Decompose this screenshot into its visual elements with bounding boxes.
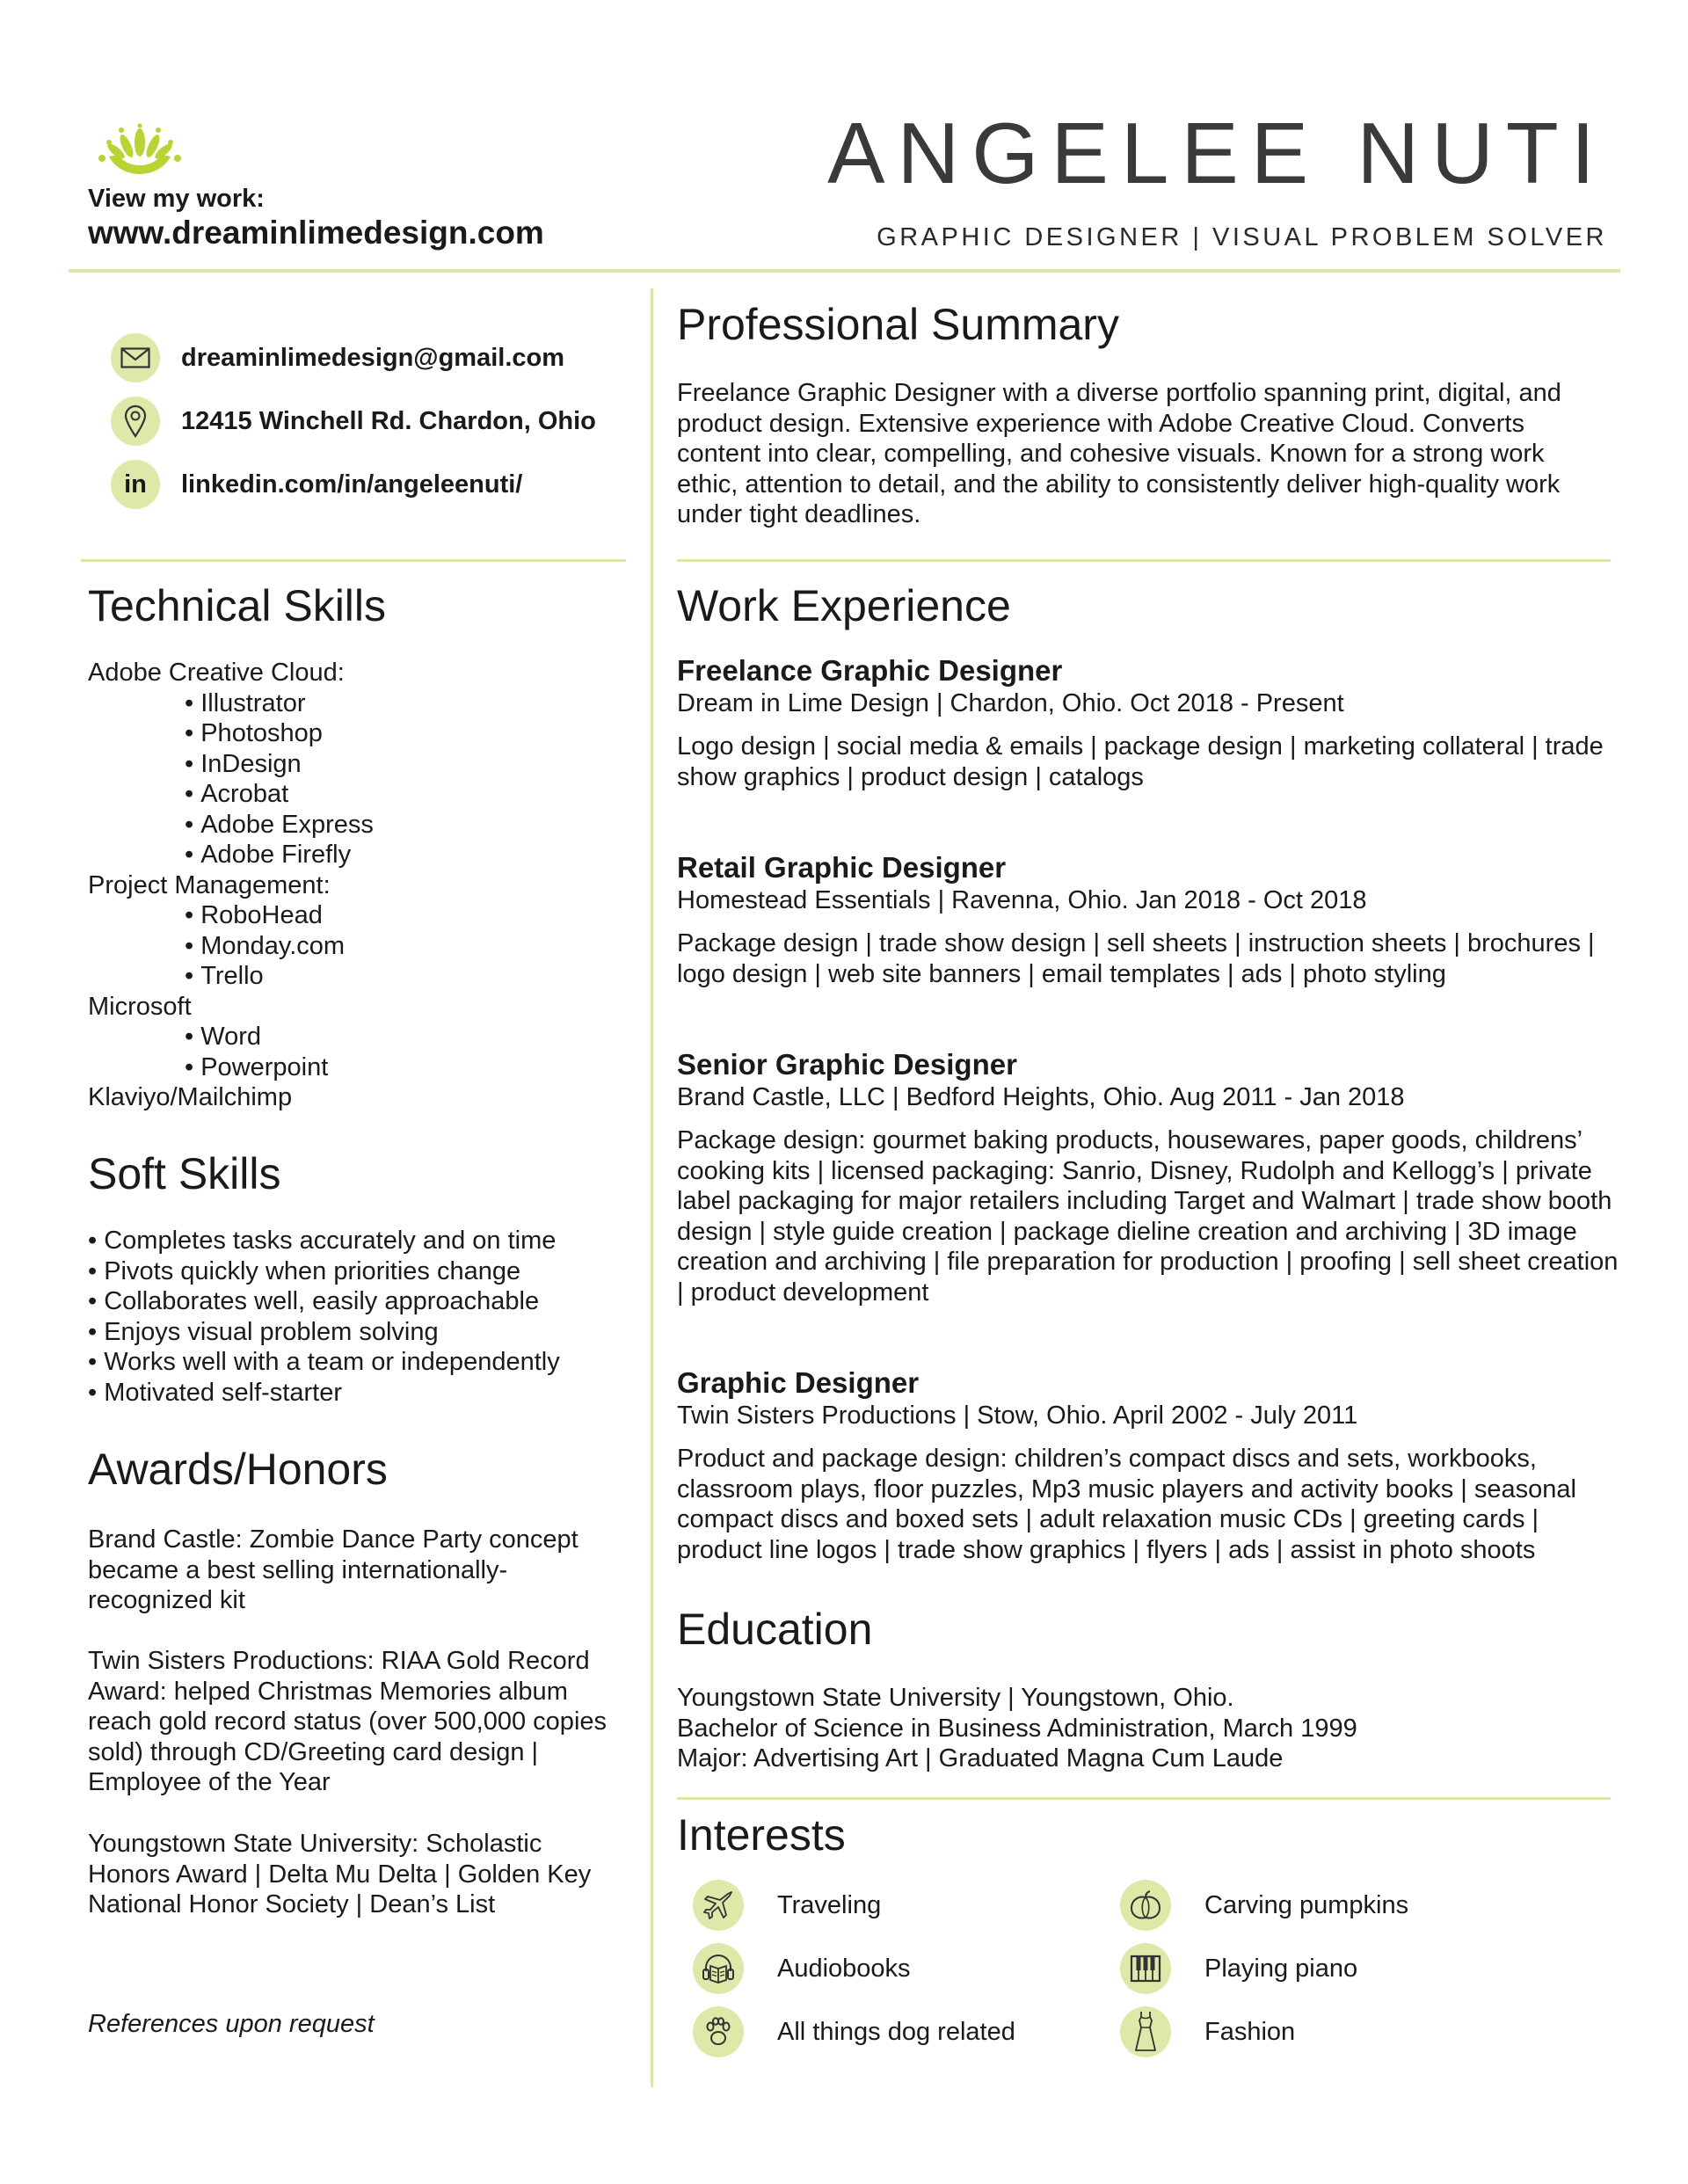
list-item: • Collaborates well, easily approachable — [88, 1286, 633, 1317]
job-meta: Brand Castle, LLC | Bedford Heights, Ohio. Aug 2011 - Jan 2018 — [677, 1083, 1405, 1111]
skill-item: • RoboHead — [88, 900, 633, 931]
interest-item — [693, 1878, 881, 1933]
skill-item: • Trello — [88, 961, 633, 992]
skill-group-label: Klaviyo/Mailchimp — [88, 1083, 293, 1111]
website-link[interactable]: www.dreaminlimedesign.com — [88, 215, 544, 251]
interest-item — [693, 1941, 911, 1996]
contact-linkedin[interactable] — [111, 459, 522, 510]
linkedin-icon-text: in — [124, 470, 147, 499]
skill-item: • InDesign — [88, 749, 633, 780]
skill-item: • Word — [88, 1022, 633, 1052]
technical-skills-heading: Technical Skills — [88, 581, 387, 630]
skill-group-label: Project Management: — [88, 870, 331, 899]
job-title: Graphic Designer — [677, 1366, 920, 1399]
pumpkin-icon — [1120, 1880, 1171, 1931]
email-text: dreaminlimedesign@gmail.com — [181, 343, 565, 372]
interest-item — [1120, 2005, 1295, 2059]
job-title: Retail Graphic Designer — [677, 851, 1007, 884]
list-item: • Works well with a team or independently — [88, 1347, 633, 1378]
envelope-icon — [111, 333, 160, 382]
summary-divider — [677, 559, 1611, 562]
interest-item — [693, 2005, 1015, 2059]
contact-address — [111, 396, 596, 447]
piano-icon — [1120, 1943, 1171, 1994]
award-item: Twin Sisters Productions: RIAA Gold Record Award: helped Christmas Memories album reach gold record status (over 500,000 copies sold) through CD/Greeting card design | Employee of the Year — [88, 1647, 608, 1796]
job-description: Product and package design: children’s compact discs and sets, workbooks, classroom plays, floor puzzles, Mp3 music players and activity books | seasonal compact discs and boxed sets | adult relaxation music CDs | greeting cards | product line logos | trade show graphics | flyers | ads | assist in photo shoots — [677, 1445, 1576, 1564]
experience-heading: Work Experience — [677, 581, 1011, 630]
interest-label: Playing piano — [1204, 1954, 1358, 1983]
column-divider — [651, 288, 653, 2087]
education-line: Major: Advertising Art | Graduated Magna Cum Laude — [677, 1744, 1284, 1773]
interest-label: Carving pumpkins — [1204, 1890, 1409, 1919]
education-line: Youngstown State University | Youngstown, Ohio. — [677, 1684, 1234, 1712]
interest-label: Traveling — [777, 1890, 882, 1919]
education-line: Bachelor of Science in Business Administration, March 1999 — [677, 1714, 1357, 1743]
contact-divider — [81, 559, 626, 562]
job-meta: Dream in Lime Design | Chardon, Ohio. Oct 2018 - Present — [677, 689, 1344, 717]
interest-item — [1120, 1941, 1357, 1996]
job-title: Senior Graphic Designer — [677, 1048, 1017, 1081]
job-meta: Homestead Essentials | Ravenna, Ohio. Jan 2018 - Oct 2018 — [677, 886, 1367, 914]
skill-group-label: Microsoft — [88, 992, 192, 1021]
tagline: GRAPHIC DESIGNER | VISUAL PROBLEM SOLVER — [877, 223, 1607, 251]
dress-icon — [1120, 2006, 1171, 2057]
skill-item: • Photoshop — [88, 718, 633, 749]
interest-item — [1120, 1878, 1408, 1933]
skill-item: • Adobe Firefly — [88, 840, 633, 870]
job-entry — [677, 654, 1626, 792]
location-pin-icon — [111, 397, 160, 446]
headphones-book-icon — [693, 1943, 744, 1994]
logo-icon — [91, 123, 188, 178]
linkedin-text: linkedin.com/in/angeleenuti/ — [181, 470, 523, 499]
job-description: Logo design | social media & emails | package design | marketing collateral | trade show graphics | product design | catalogs — [677, 732, 1604, 791]
summary-text: Freelance Graphic Designer with a diverse portfolio spanning print, digital, and product design. Extensive experience with Adobe Creative Cloud. Converts content into clear, compelling, and cohesive visuals. Known for a strong work ethic, attention to detail, and the ability to consistently deliver high-quality work under tight deadlines. — [677, 379, 1561, 528]
job-description: Package design | trade show design | sell sheets | instruction sheets | brochures | logo design | web site banners | email templates | ads | photo styling — [677, 929, 1595, 988]
header-divider — [69, 269, 1620, 273]
address-text: 12415 Winchell Rd. Chardon, Ohio — [181, 406, 596, 435]
view-work-label: View my work: — [88, 185, 265, 213]
interest-label: All things dog related — [777, 2017, 1015, 2046]
award-item: Youngstown State University: Scholastic Honors Award | Delta Mu Delta | Golden Key National Honor Society | Dean’s List — [88, 1830, 592, 1918]
job-entry — [677, 851, 1626, 989]
education-heading: Education — [677, 1605, 873, 1654]
airplane-icon — [693, 1880, 744, 1931]
list-item: • Enjoys visual problem solving — [88, 1317, 633, 1348]
job-meta: Twin Sisters Productions | Stow, Ohio. April 2002 - July 2011 — [677, 1401, 1358, 1430]
contact-email[interactable] — [111, 332, 564, 383]
soft-skills-heading: Soft Skills — [88, 1149, 281, 1198]
job-entry — [677, 1366, 1626, 1565]
job-description: Package design: gourmet baking products, housewares, paper goods, childrens’ cooking kits | licensed packaging: Sanrio, Disney, Rudolph and Kellogg’s | private label packaging for major retailers including Target and Walmart | trade show booth design | style guide creation | package dieline creation and archiving | 3D image creation and archiving | file preparation for production | proofing | sell sheet creation | product development — [677, 1126, 1619, 1307]
summary-heading: Professional Summary — [677, 300, 1119, 349]
education-details — [677, 1683, 1626, 1774]
award-item: Brand Castle: Zombie Dance Party concept became a best selling internationally-recognized kit — [88, 1525, 578, 1614]
interests-heading: Interests — [677, 1810, 846, 1860]
skill-group-label: Adobe Creative Cloud: — [88, 659, 345, 687]
job-title: Freelance Graphic Designer — [677, 654, 1063, 687]
list-item: • Pivots quickly when priorities change — [88, 1256, 633, 1287]
skill-item: • Powerpoint — [88, 1052, 633, 1083]
interest-label: Fashion — [1204, 2017, 1296, 2046]
job-entry — [677, 1048, 1626, 1307]
technical-skills-list — [88, 658, 633, 1113]
awards-heading: Awards/Honors — [88, 1445, 388, 1494]
page-title: ANGELEE NUTI — [827, 105, 1607, 201]
interest-label: Audiobooks — [777, 1954, 911, 1983]
education-divider — [677, 1797, 1611, 1800]
list-item: • Motivated self-starter — [88, 1378, 633, 1409]
references-note: References upon request — [88, 2010, 375, 2038]
skill-item: • Acrobat — [88, 779, 633, 810]
soft-skills-list — [88, 1226, 633, 1408]
list-item: • Completes tasks accurately and on time — [88, 1226, 633, 1256]
skill-item: • Illustrator — [88, 688, 633, 719]
linkedin-icon — [111, 460, 160, 509]
skill-item: • Monday.com — [88, 931, 633, 962]
paw-icon — [693, 2006, 744, 2057]
skill-item: • Adobe Express — [88, 810, 633, 841]
